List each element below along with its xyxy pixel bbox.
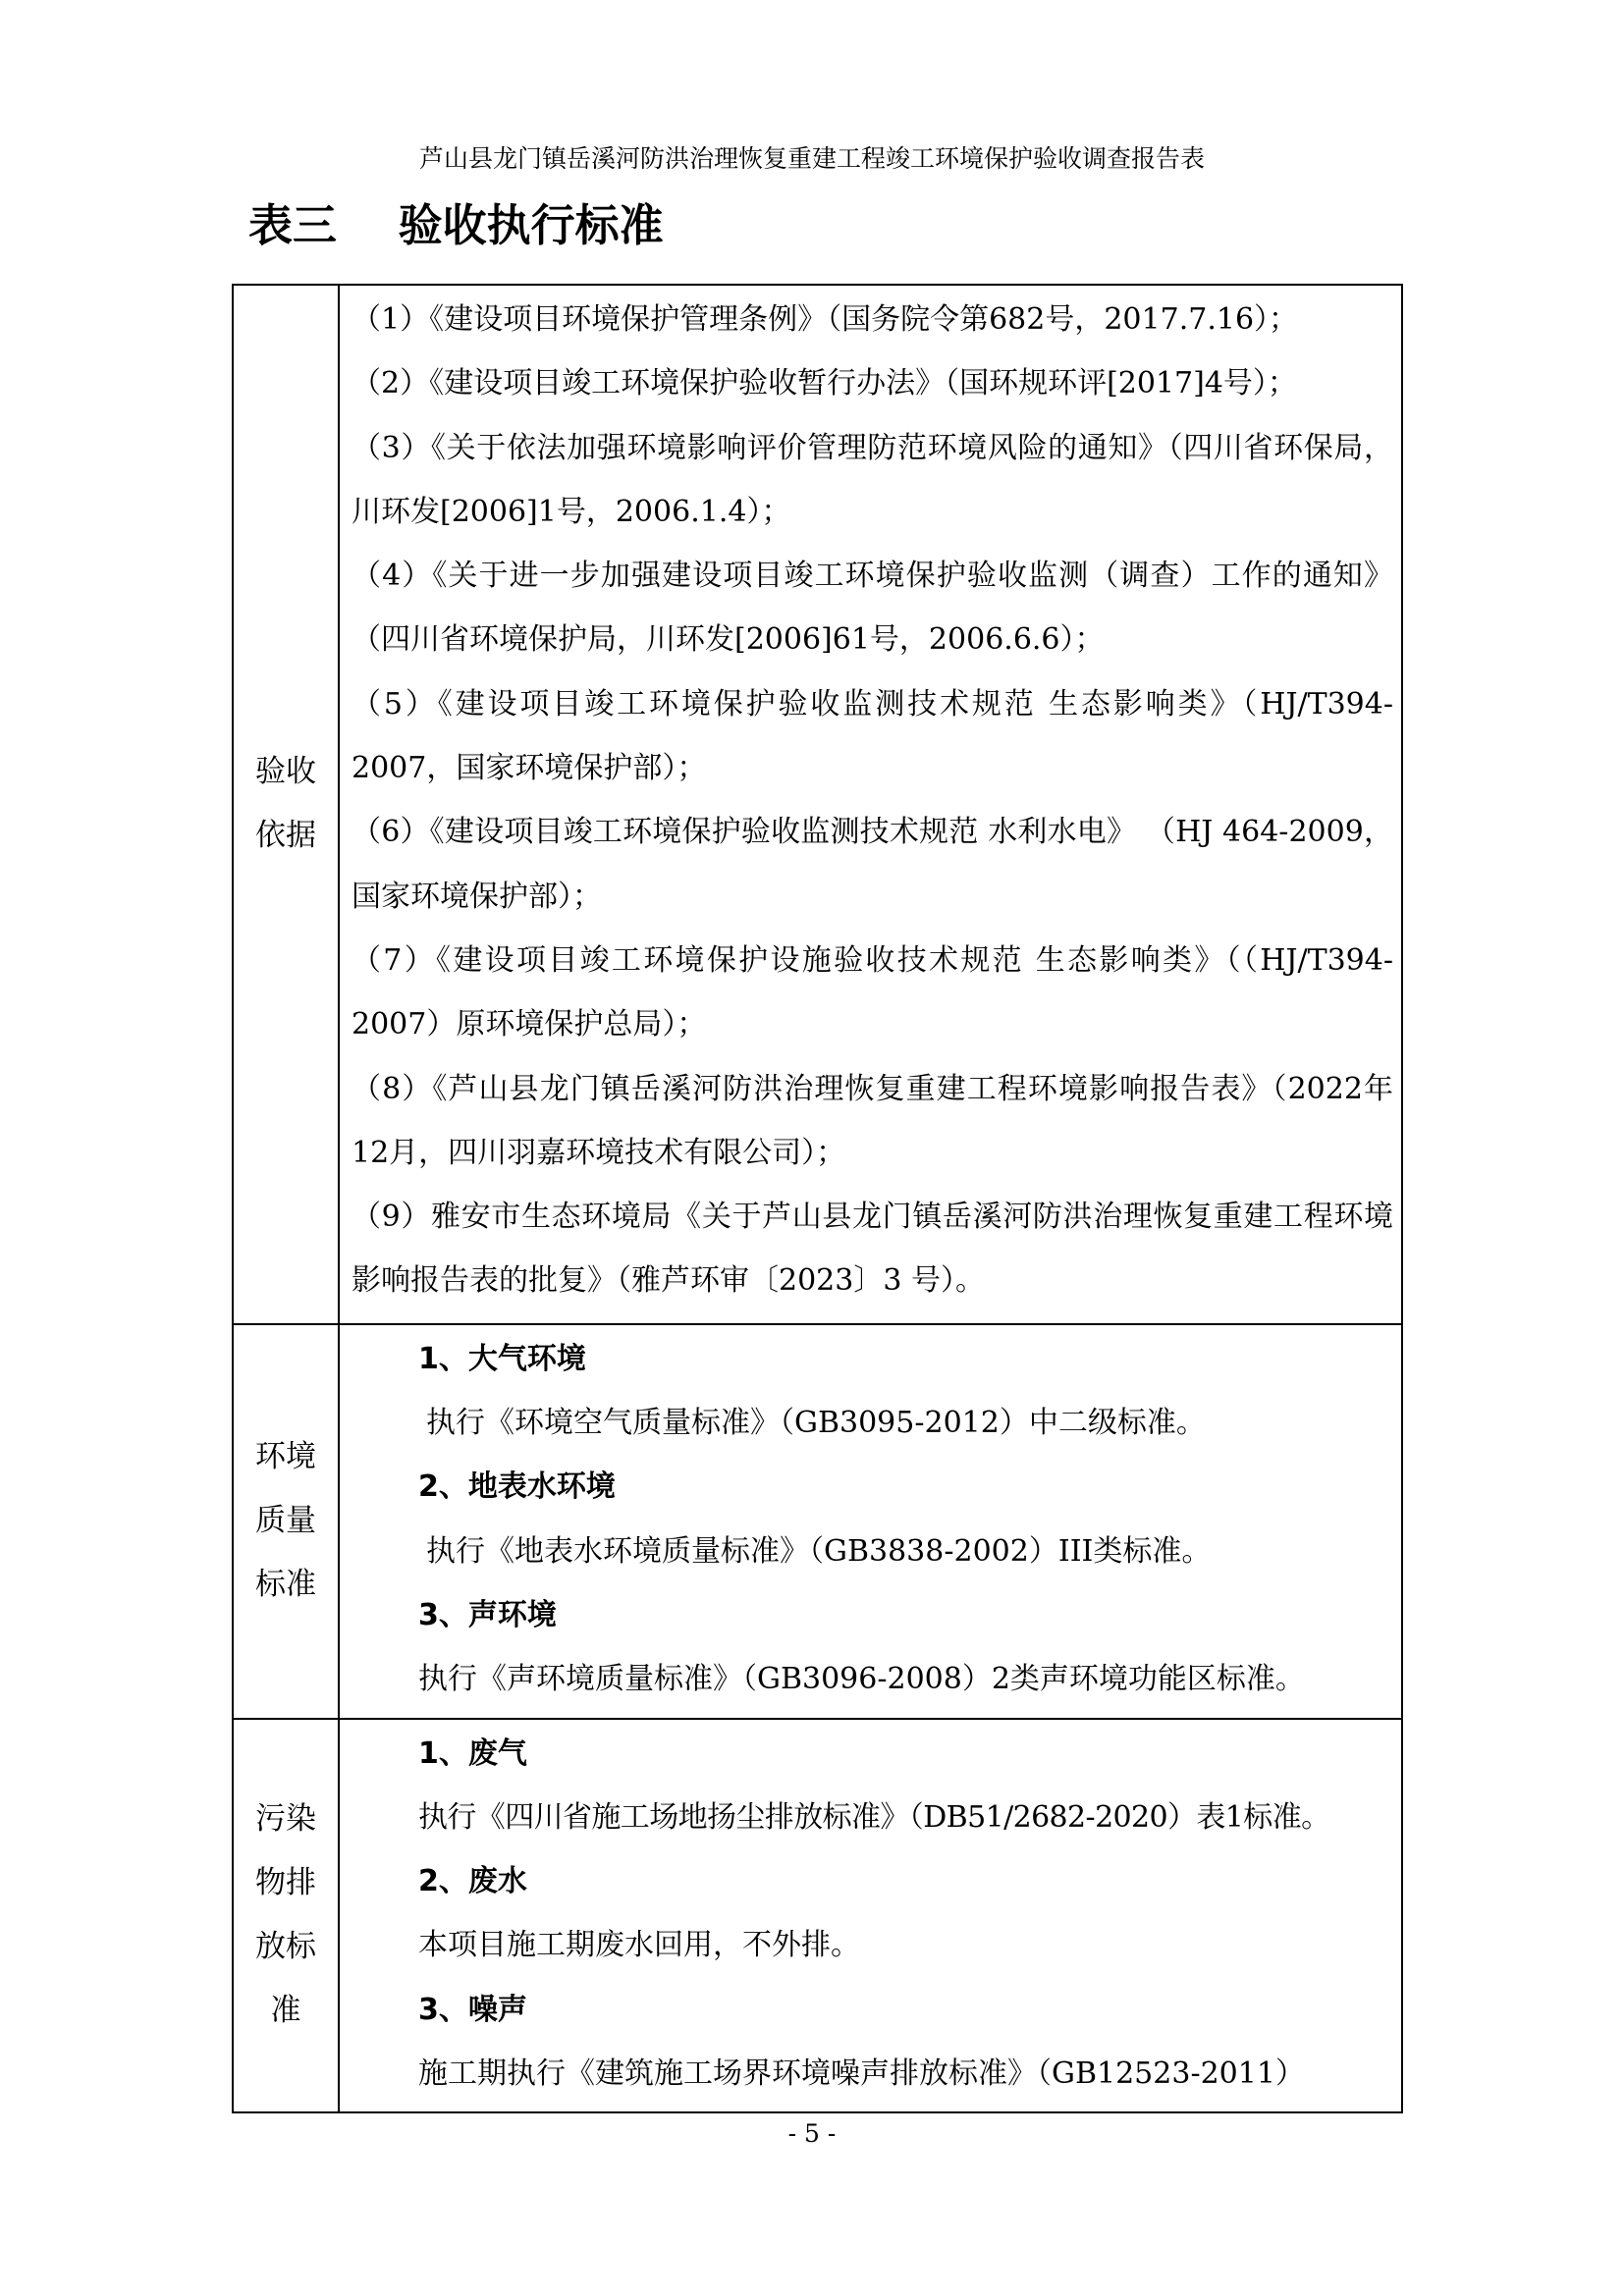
section-heading: 3、噪声 — [418, 1992, 527, 2027]
label-line: 标准 — [255, 1567, 316, 1603]
list-item: （6）《建设项目竣工环境保护验收监测技术规范 水利水电》 （HJ 464-2009，国家环境保护部）； — [352, 815, 1393, 914]
acceptance-standards-table — [232, 284, 1403, 2113]
running-header: 芦山县龙门镇岳溪河防洪治理恢复重建工程竣工环境保护验收调查报告表 — [418, 144, 1205, 173]
label-line: 环境 — [255, 1439, 316, 1475]
label-pollutant-emission — [233, 1719, 339, 2113]
table-row-acceptance-basis — [233, 285, 1402, 1324]
label-environmental-quality — [233, 1324, 339, 1719]
page-number: - 5 - — [787, 2119, 837, 2148]
table-row-pollutant-emission — [233, 1719, 1402, 2113]
section-heading: 1、废气 — [418, 1735, 527, 1771]
section-text: 本项目施工期废水回用，不外排。 — [418, 1928, 860, 1963]
section-text: 执行《地表水环境质量标准》（GB3838-2002）III类标准。 — [426, 1533, 1212, 1569]
list-item: （3）《关于依法加强环境影响评价管理防范环境风险的通知》（四川省环保局，川环发[2006]1号，2006.1.4）； — [352, 430, 1393, 529]
section-text: 执行《声环境质量标准》（GB3096-2008）2类声环境功能区标准。 — [418, 1662, 1305, 1697]
section-title: 表三 验收执行标准 — [248, 199, 664, 251]
section-heading: 3、声环境 — [418, 1597, 557, 1632]
section-text: 执行《环境空气质量标准》（GB3095-2012）中二级标准。 — [426, 1406, 1206, 1441]
section-heading: 2、废水 — [418, 1864, 527, 1899]
label-line: 放标 — [255, 1929, 316, 1965]
pollutant-emission-content — [339, 1719, 1402, 2113]
section-heading: 1、大气环境 — [418, 1341, 586, 1376]
acceptance-basis-content — [339, 285, 1402, 1324]
section-text: 施工期执行《建筑施工场界环境噪声排放标准》（GB12523-2011） — [418, 2056, 1305, 2092]
list-item: （9）雅安市生态环境局《关于芦山县龙门镇岳溪河防洪治理恢复重建工程环境影响报告表的批复》（雅芦环审〔2023〕3 号）。 — [352, 1200, 1393, 1299]
list-item: （4）《关于进一步加强建设项目竣工环境保护验收监测（调查）工作的通知》（四川省环境保护局，川环发[2006]61号，2006.6.6）； — [352, 559, 1393, 658]
label-line: 依据 — [255, 818, 316, 854]
list-item: （7）《建设项目竣工环境保护设施验收技术规范 生态影响类》（（HJ/T394-2007）原环境保护总局）； — [352, 942, 1393, 1042]
label-line: 准 — [270, 1993, 301, 2029]
table-row-environmental-quality — [233, 1324, 1402, 1719]
list-item: （1）《建设项目环境保护管理条例》（国务院令第682号，2017.7.16）； — [352, 302, 1299, 337]
list-item: （8）《芦山县龙门镇岳溪河防洪治理恢复重建工程环境影响报告表》（2022年12月，四川羽嘉环境技术有限公司）； — [352, 1071, 1393, 1170]
section-text: 执行《四川省施工场地扬尘排放标准》（DB51/2682-2020）表1标准。 — [418, 1799, 1330, 1835]
label-line: 质量 — [255, 1503, 316, 1539]
label-line: 物排 — [255, 1865, 316, 1901]
environmental-quality-content — [339, 1324, 1402, 1719]
list-item: （2）《建设项目竣工环境保护验收暂行办法》（国环规环评[2017]4号）； — [352, 366, 1297, 401]
label-acceptance-basis — [233, 285, 339, 1324]
label-line: 验收 — [255, 754, 316, 790]
label-line: 污染 — [255, 1801, 316, 1838]
list-item: （5）《建设项目竣工环境保护验收监测技术规范 生态影响类》（HJ/T394-2007，国家环境保护部）； — [352, 686, 1393, 786]
section-heading: 2、地表水环境 — [418, 1469, 616, 1505]
